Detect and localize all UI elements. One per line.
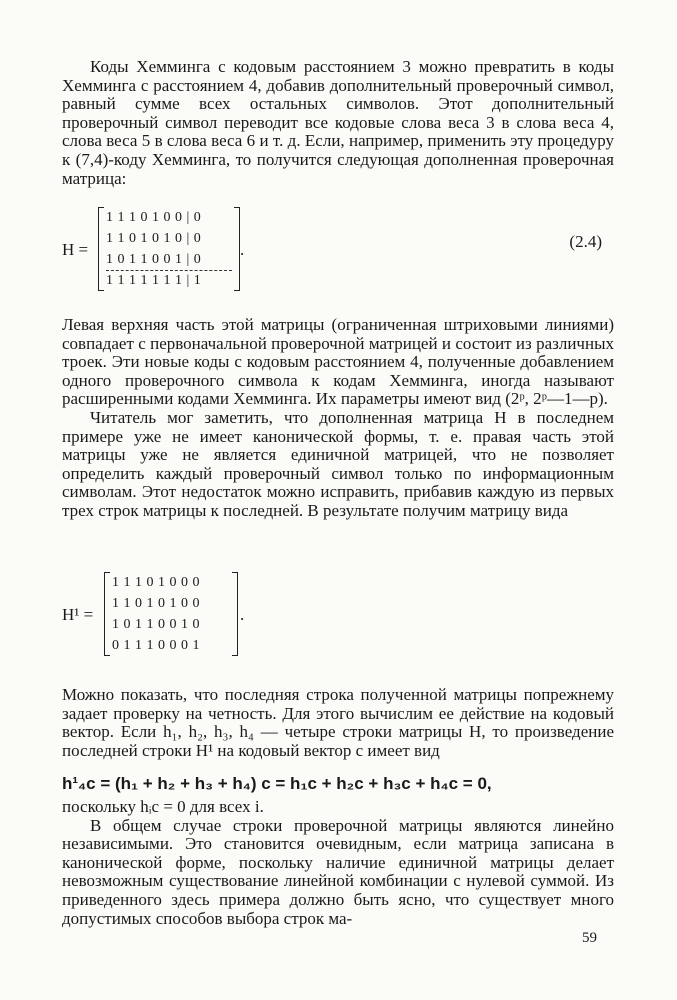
paragraph-1-text: Коды Хемминга с кодовым расстоянием 3 можно превратить в коды Хемминга с расстоянием 4, добавив дополнительный проверочный символ, равный сумме всех остальных символов. Этот дополнительный проверочный символ переводит все кодовые слова веса 3 в слова веса 4, слова веса 5 в слова веса 6 и т. д. Если, например, применить эту процедуру к (7,4)-коду Хемминга, то получится следующая дополненная проверочная матрица: bbox=[62, 57, 614, 188]
paragraph-6-text: В общем случае строки проверочной матрицы являются линейно независимыми. Это становится очевидным, если матрица записана в канонической форме, поскольку наличие единичной матрицы делает невозможным существование линейной комбинации с нулевой суммой. Из приведенного здесь примера должно быть ясно, что существует много допустимых способов выбора строк ма- bbox=[62, 815, 614, 928]
matrix-h1-left-bracket bbox=[104, 572, 110, 656]
paragraph-3-text: Читатель мог заметить, что дополненная матрица H в последнем примере уже не имеет канонической формы, т. е. правая часть этой матрицы уже не является единичной матрицей, что не позволяет определить каждый проверочный символ только по информационным символам. Этот недостаток можно исправить, прибавив каждую из первых трех строк матрицы к последней. В результате получим матрицу вида bbox=[62, 407, 614, 520]
paragraph-conclusion bbox=[62, 798, 614, 928]
page-number: 59 bbox=[582, 930, 597, 946]
equation-text: h¹₄c = (h₁ + h₂ + h₃ + h₄) c = h₁c + h₂c + h₃c + h₄c = 0, bbox=[62, 774, 492, 793]
paragraph-4-text: Можно показать, что последняя строка полученной матрицы попрежнему задает проверку на четность. Для этого вычислим ее действие на кодовый вектор. Если h₁, h₂, h₃, h₄ — четыре строки матрицы H, то произведение последней строки H¹ на кодовый вектор c имеет вид bbox=[62, 685, 614, 760]
matrix-h1-right-bracket bbox=[232, 572, 238, 656]
paragraph-2-text: Левая верхняя часть этой матрицы (ограниченная штриховыми линиями) совпадает с первоначальной проверочной матрицей и состоит из различных троек. Эти новые коды с кодовым расстоянием 4, полученные добавлением одного проверочного символа к кодам Хемминга, иногда называют расширенными кодами Хемминга. Их параметры имеют вид (2ᵖ, 2ᵖ—1—p). bbox=[62, 315, 614, 409]
matrix-h1-label: H¹ = bbox=[62, 605, 94, 624]
matrix-h bbox=[106, 207, 232, 291]
paragraph-extended-codes bbox=[62, 316, 614, 521]
equation-parity-check bbox=[62, 774, 492, 794]
matrix-h-row-3: 1 0 1 1 0 0 1 | 0 bbox=[106, 252, 202, 267]
equation-number: (2.4) bbox=[569, 232, 602, 251]
matrix-h1-row-1: 1 1 1 0 1 0 0 0 bbox=[112, 575, 200, 590]
matrix-h-row-1: 1 1 1 0 1 0 0 | 0 bbox=[106, 210, 202, 225]
matrix-h-left-bracket bbox=[98, 207, 104, 291]
matrix-h-row-4: 1 1 1 1 1 1 1 | 1 bbox=[106, 273, 202, 288]
matrix-h-period: . bbox=[240, 240, 245, 259]
paragraph-5-text: поскольку hᵢc = 0 для всех i. bbox=[62, 797, 264, 816]
paragraph-intro bbox=[62, 58, 614, 188]
matrix-h-dashed-hline bbox=[106, 270, 232, 271]
matrix-h1-row-2: 1 1 0 1 0 1 0 0 bbox=[112, 596, 200, 611]
matrix-h-row-2: 1 1 0 1 0 1 0 | 0 bbox=[106, 231, 202, 246]
paragraph-parity bbox=[62, 686, 614, 760]
matrix-h1-row-3: 1 0 1 1 0 0 1 0 bbox=[112, 617, 200, 632]
matrix-h-label: H = bbox=[62, 240, 89, 259]
matrix-h1-row-4: 0 1 1 1 0 0 0 1 bbox=[112, 638, 200, 653]
matrix-h1 bbox=[112, 572, 230, 656]
matrix-h1-period: . bbox=[240, 605, 245, 624]
